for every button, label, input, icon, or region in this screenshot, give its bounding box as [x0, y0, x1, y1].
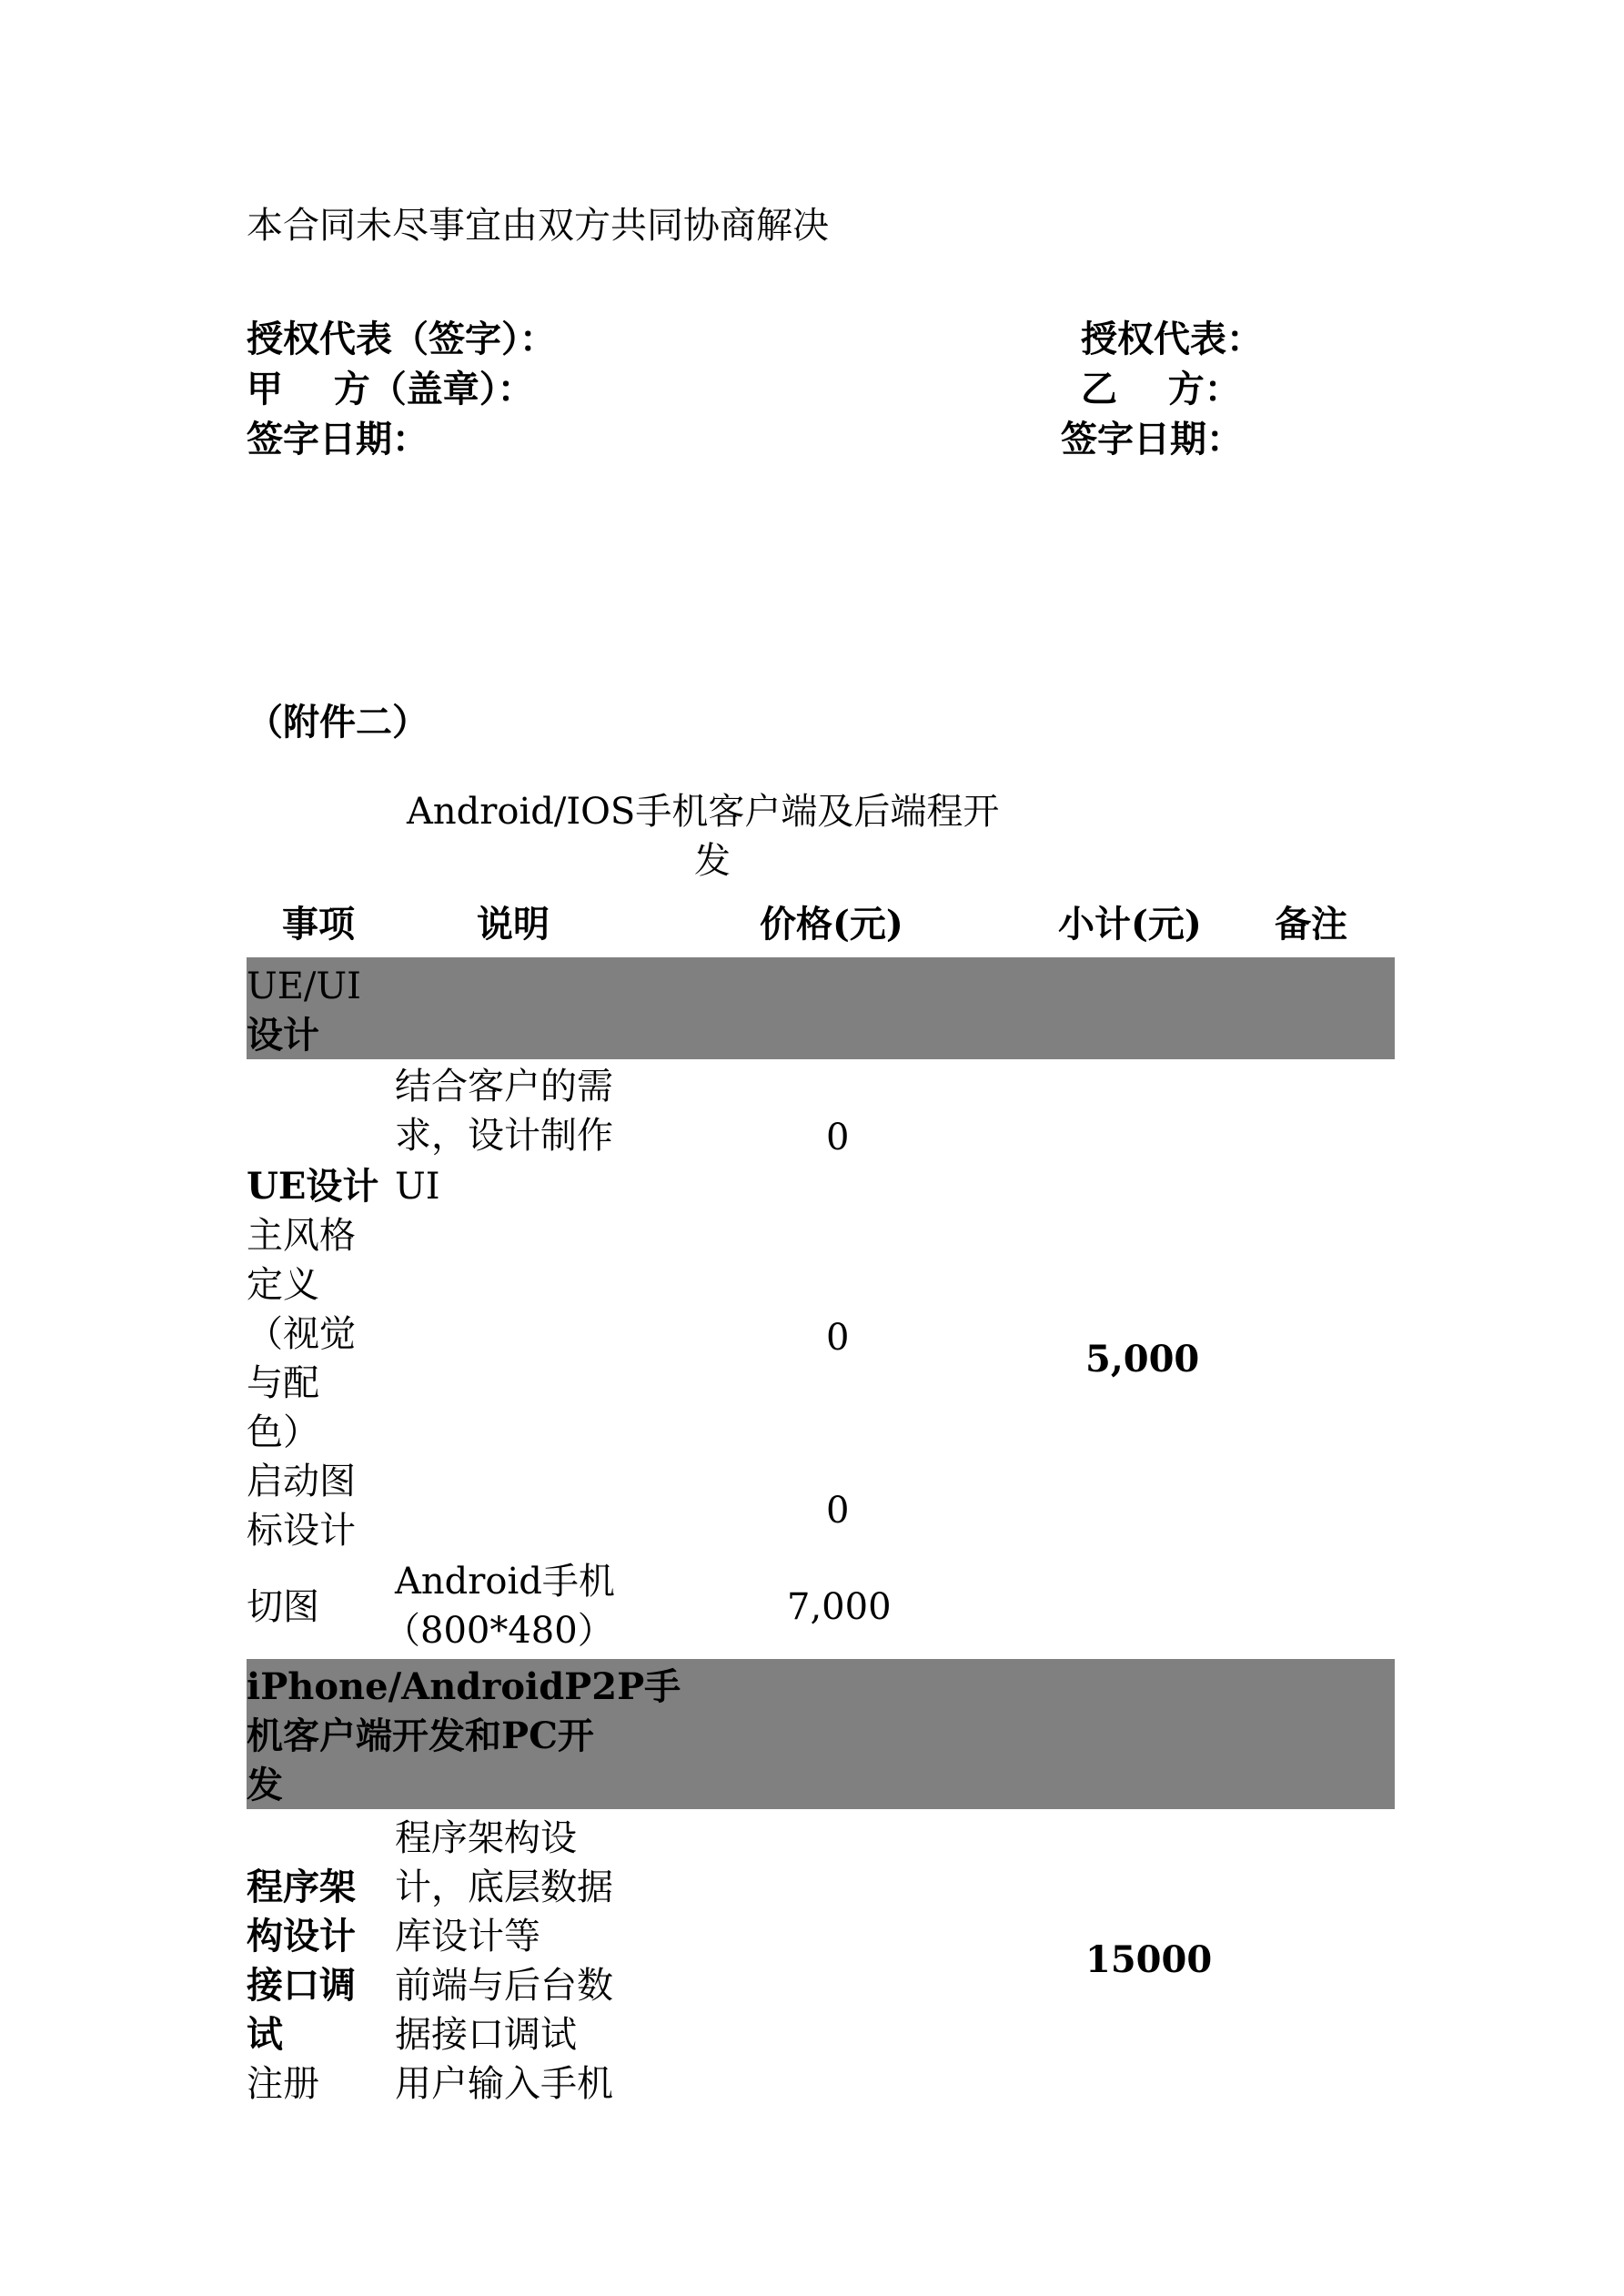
row-api-desc-line1: 前端与后台数 [395, 1965, 613, 2007]
row-slice-item: 切图 [247, 1586, 319, 1628]
party-a-date-label: 签字日期： [247, 418, 429, 460]
row-arch-desc-line3: 库设计等 [395, 1916, 540, 1957]
row-api-item-line2: 试 [247, 2013, 283, 2056]
row-slice-desc-line1: Android手机 [395, 1561, 615, 1603]
row-icon-item-line1: 启动图 [247, 1461, 356, 1502]
closing-clause: 本合同未尽事宜由双方共同协商解决 [247, 205, 829, 247]
row-ue-item: UE设计 [247, 1165, 379, 1208]
table-title-line1: Android/IOS手机客户端及后端程开 [407, 791, 1000, 833]
row-icon-price: 0 [826, 1490, 850, 1532]
row-arch-item-line1: 程序架 [247, 1866, 356, 1908]
row-style-item-line1: 主风格 [247, 1215, 356, 1257]
row-slice-price: 7,000 [787, 1586, 892, 1628]
row-style-item-line5: 色） [247, 1411, 319, 1453]
row-ue-desc-line3: UI [395, 1166, 440, 1208]
party-a-rep-label: 授权代表（签字）： [247, 318, 556, 360]
row-api-item-line1: 接口调 [247, 1964, 356, 2007]
section2-title-line1: iPhone/AndroidP2P手 [247, 1665, 681, 1708]
table-title-line2: 发 [694, 840, 731, 882]
party-b-rep-label: 授权代表： [1081, 318, 1263, 360]
header-subtotal: 小计(元) [1058, 903, 1202, 946]
section2-subtotal: 15000 [1085, 1938, 1213, 1981]
header-price: 价格(元) [760, 903, 903, 946]
party-b-date-label: 签字日期： [1061, 418, 1243, 460]
attachment-label: （附件二） [247, 701, 429, 743]
row-icon-item-line2: 标设计 [247, 1510, 356, 1552]
row-style-item-line3: （视觉 [247, 1313, 356, 1355]
row-ue-desc-line1: 结合客户的需 [395, 1066, 613, 1108]
row-arch-desc-line2: 计，底层数据 [395, 1866, 613, 1908]
party-b-label: 乙 方： [1081, 368, 1241, 410]
party-a-label: 甲 方（盖章）： [247, 368, 534, 410]
row-style-item-line2: 定义 [247, 1264, 319, 1306]
header-item: 事项 [282, 903, 355, 946]
row-style-price: 0 [826, 1317, 850, 1359]
row-style-item-line4: 与配 [247, 1362, 319, 1404]
row-arch-desc-line1: 程序架构设 [395, 1817, 577, 1859]
header-description: 说明 [477, 903, 550, 946]
row-arch-item-line2: 构设计 [247, 1915, 356, 1957]
row-register-desc-line1: 用户输入手机 [395, 2063, 613, 2105]
section1-subtotal: 5,000 [1085, 1338, 1200, 1381]
section2-title-line3: 发 [247, 1764, 283, 1806]
row-ue-price: 0 [826, 1117, 850, 1158]
row-ue-desc-line2: 求，设计制作 [395, 1115, 613, 1157]
section1-header-bar [247, 957, 1395, 1059]
row-slice-desc-line2: （800*480） [384, 1610, 614, 1652]
row-register-item: 注册 [247, 2063, 319, 2105]
row-api-desc-line2: 据接口调试 [395, 2014, 577, 2056]
section2-title-line2: 机客户端开发和PC开 [247, 1714, 594, 1757]
header-remarks: 备注 [1275, 903, 1347, 946]
section1-title-line1: UE/UI [247, 966, 361, 1007]
section1-title-line2: 设计 [247, 1014, 319, 1057]
